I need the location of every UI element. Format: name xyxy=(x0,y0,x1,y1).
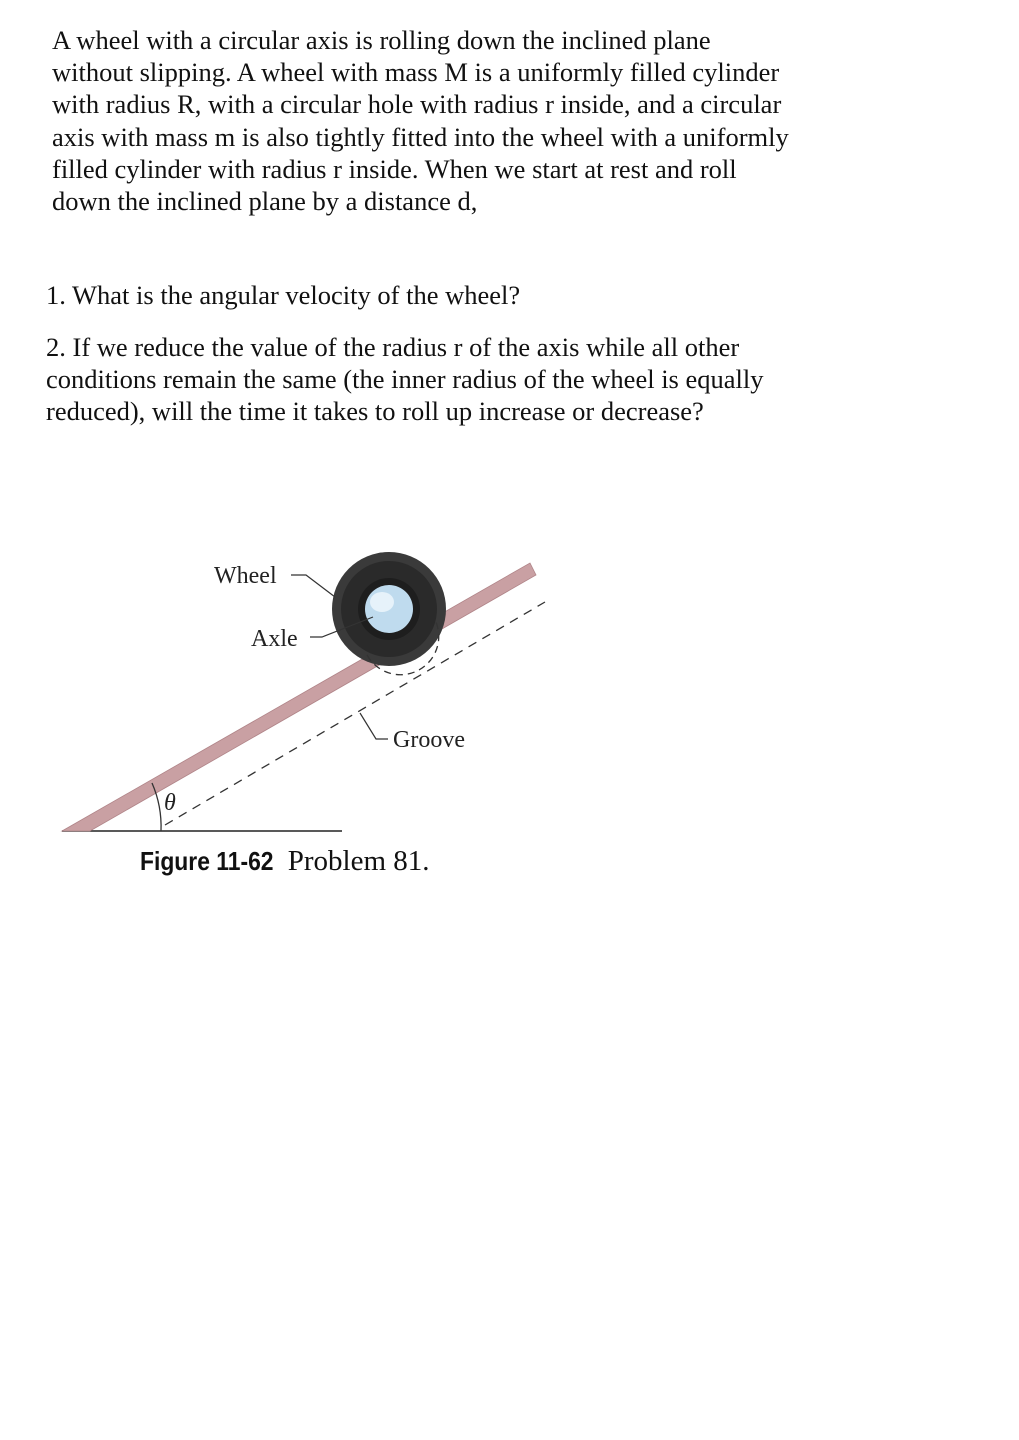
axle-highlight xyxy=(370,592,394,612)
wheel-label: Wheel xyxy=(214,563,277,589)
inclined-plane xyxy=(62,563,536,831)
figure-caption xyxy=(140,843,430,879)
question-2: 2. If we reduce the value of the radius r of the axis while all other conditions remain the same (the inner radius of the wheel is equally reduced), will the time it takes to roll up increase or decrease? xyxy=(46,332,764,427)
question-1: 1. What is the angular velocity of the wheel? xyxy=(46,280,521,310)
problem-statement: A wheel with a circular axis is rolling down the inclined plane without slipping. A wheel with mass M is a uniformly filled cylinder with radius R, with a circular hole with radius r inside, and a circular axis with mass m is also tightly fitted into the wheel with a uniformly filled cylinder with radius r inside. When we start at rest and roll down the inclined plane by a distance d, xyxy=(52,25,789,217)
caption-label: Figure 11-62 xyxy=(140,846,274,876)
wheel-leader xyxy=(291,575,335,597)
caption-text: Problem 81. xyxy=(287,845,430,877)
axle-label: Axle xyxy=(251,626,298,652)
angle-label: θ xyxy=(164,790,176,816)
groove-label: Groove xyxy=(393,727,465,753)
groove-leader xyxy=(360,713,388,739)
